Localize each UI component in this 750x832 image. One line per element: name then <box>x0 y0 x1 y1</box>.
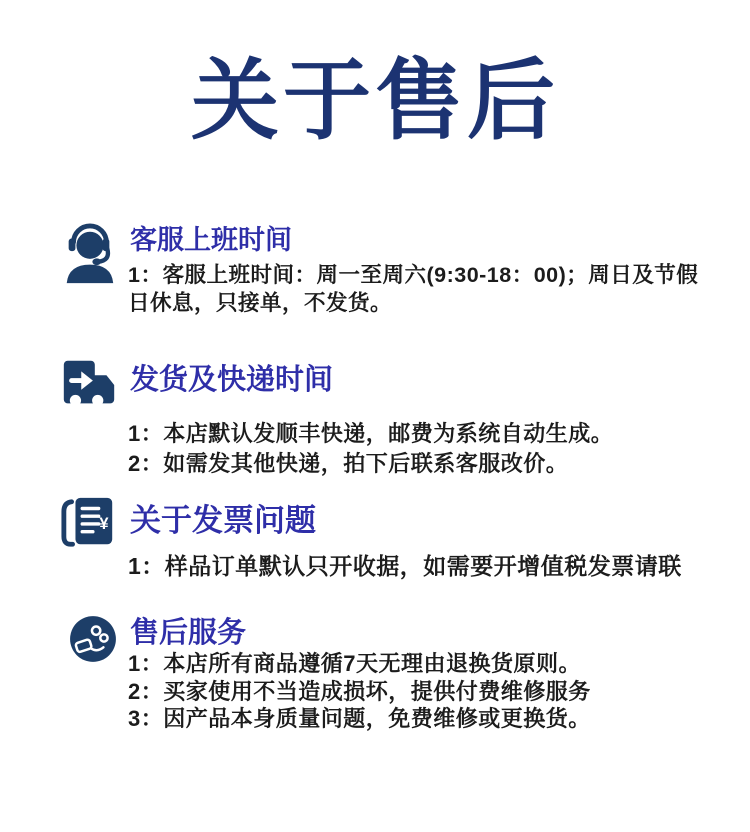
body-line: 2：如需发其他快递，拍下后联系客服改价。 <box>128 451 569 476</box>
body-line: 3：因产品本身质量问题，免费维修或更换货。 <box>128 706 591 731</box>
body-line: 1：客服上班时间：周一至周六(9:30-18：00)；周日及节假 <box>128 263 699 287</box>
section-body-invoice <box>128 552 682 581</box>
body-line: 1：本店默认发顺丰快递，邮费为系统自动生成。 <box>128 421 614 446</box>
body-line: 日休息，只接单，不发货。 <box>128 291 393 315</box>
section-heading-shipping-time: 发货及快递时间 <box>130 364 334 396</box>
svg-text:¥: ¥ <box>99 514 109 533</box>
section-heading-service-hours: 客服上班时间 <box>130 225 292 255</box>
page-title: 关于售后 <box>190 51 559 150</box>
body-line: 1：样品订单默认只开收据，如需要开增值税发票请联 <box>128 553 682 579</box>
headset-agent-icon <box>58 219 120 289</box>
section-heading-invoice: 关于发票问题 <box>130 503 316 538</box>
section-body-after-sales <box>128 650 591 733</box>
body-line: 1：本店所有商品遵循7天无理由退换货原则。 <box>128 651 581 676</box>
body-line: 2：买家使用不当造成损坏，提供付费维修服务 <box>128 678 591 704</box>
section-heading-after-sales: 售后服务 <box>130 617 247 649</box>
delivery-truck-icon <box>58 352 120 414</box>
hand-coins-icon <box>68 614 118 664</box>
section-body-shipping-time <box>128 419 613 479</box>
section-body-service-hours <box>128 261 698 317</box>
invoice-receipt-icon <box>60 492 118 554</box>
